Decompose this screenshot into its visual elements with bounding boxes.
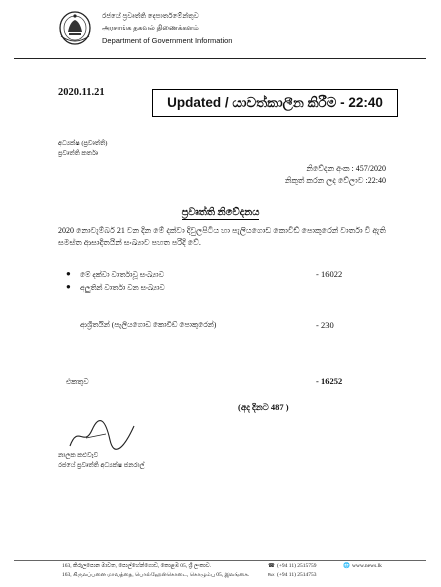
footer-web: www.news.lk <box>352 563 382 569</box>
item-label-reported: මේ දක්වා වාර්තාවූ සංඛ්‍යාව <box>80 270 164 279</box>
web-icon: 🌐 <box>343 563 350 569</box>
intro-paragraph: 2020 නොවැම්බර් 21 වන දින මේ දක්වා දිවුලපිටිය හා පැලියගොඩ කොවිඩ් පොකුරෙන් වාර්තා වී ඇති සමස්ත ආසාදිතයින් සංඛ්‍යාව පහත පරිදි වේ. <box>58 226 386 247</box>
footer-address-2: 163, கிருலப்பனை மாவத்தை, பொல்ஹேன்கொடை, கொழும்பு 05, இலங்கை. <box>62 572 250 578</box>
update-banner-text: Updated / යාවත්කාලීන කිරීම - 22:40 <box>167 95 383 110</box>
today-count-note: (අද දිනට 487 ) <box>238 402 289 412</box>
item-label-new: අලුතින් වාර්තා වන සංඛ්‍යාව <box>80 283 165 292</box>
org-name-sinhala: රජයේ ප්‍රවෘත්ති දෙපාර්තමේන්තුව <box>102 12 199 20</box>
signatory-title: රජයේ ප්‍රවෘත්ති අධ්‍යක්ෂ ජනරාල් <box>58 462 145 469</box>
release-number: නිවේදන අංක : 457/2020 <box>306 164 386 173</box>
recipient-line-1: අධ්‍යක්ෂ (ප්‍රවෘත්ති) <box>58 140 108 147</box>
contacts-label: ආශ්‍රිතයින් (පැලියගොඩ කොවිඩ් පොකුරෙන්) <box>80 320 217 329</box>
release-time: නිකුත් කරන ලද වේලාව :22:40 <box>284 176 386 185</box>
bullet-icon: ● <box>66 269 71 278</box>
org-name-tamil: அரசாங்க தகவல் திணைக்களம் <box>102 24 199 32</box>
phone-icon: ☎ <box>268 563 275 569</box>
header-divider <box>14 58 426 59</box>
fax-icon: ℻ <box>268 572 275 578</box>
total-label: එකතුව <box>66 377 89 386</box>
org-name-english: Department of Government Information <box>102 36 233 45</box>
footer-divider <box>14 560 426 561</box>
contacts-value: - 230 <box>316 320 334 330</box>
signature-icon <box>66 418 138 454</box>
document-date: 2020.11.21 <box>58 87 105 98</box>
signatory-name: නාලක කළුවැව <box>58 452 99 459</box>
update-banner <box>152 89 398 117</box>
recipient-line-2: ප්‍රවෘත්ති කර්තෘ <box>58 150 99 157</box>
item-value-reported: - 16022 <box>316 269 343 279</box>
footer-address-1: 163, කිරුලපොන මාවත, පොල්හේන්ගොඩ, කොළඹ 05, ශ්‍රී ලංකාව. <box>62 563 212 569</box>
press-release-title <box>0 207 441 218</box>
bullet-icon: ● <box>66 282 71 291</box>
press-release-title-text: ප්‍රවෘත්ති නිවේදනය <box>181 207 260 218</box>
total-value: - 16252 <box>316 376 343 386</box>
government-emblem-icon <box>58 10 92 48</box>
footer-fax: (+94 11) 2514753 <box>277 572 317 578</box>
footer-tel: (+94 11) 2515759 <box>277 563 317 569</box>
